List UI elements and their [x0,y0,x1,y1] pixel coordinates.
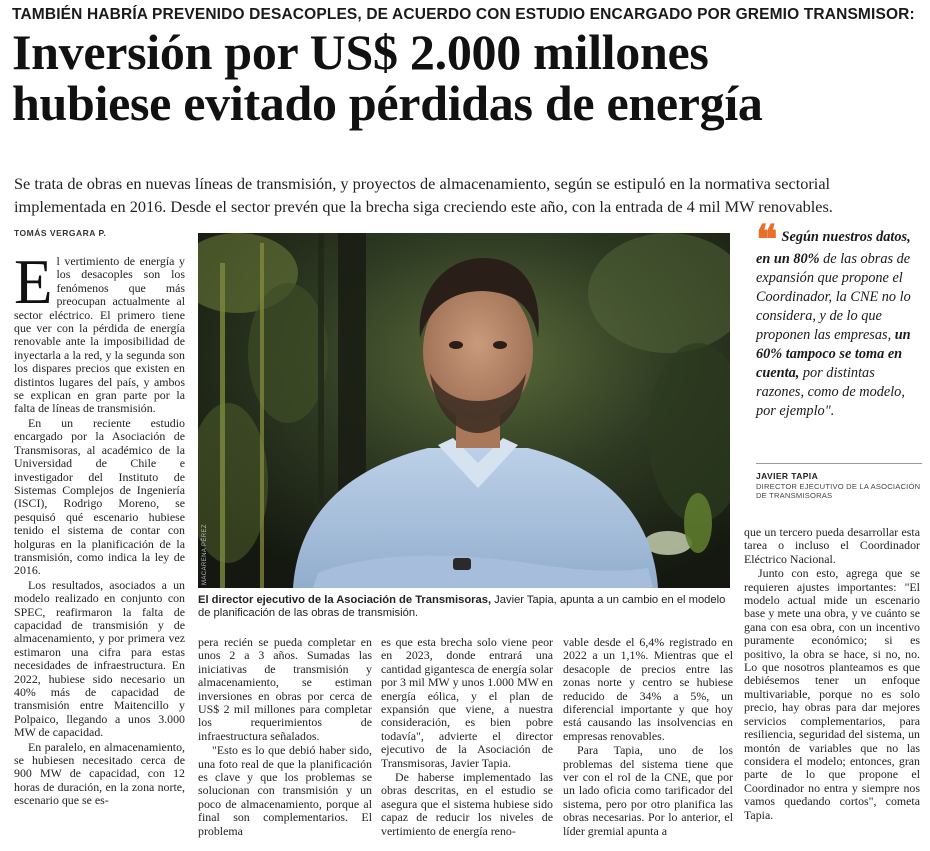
quote-text-1: de las obras de expansión que propone el Coordinador, la CNE no lo considera, y de lo que proponen las empresas, [756,251,911,343]
quote-divider [756,463,922,464]
paragraph: En paralelo, en almacenamiento, se hubiesen necesitado cerca de 900 MW de capacidad, con 12 horas de duración, en la zona norte, escenario que se es- [14,739,185,808]
quote-author-name: JAVIER TAPIA [756,471,819,481]
paragraph: pera recién se pueda completar en unos 2 a 3 años. Sumadas las iniciativas de transmisión y almacenamiento, se estiman inversiones en obras por cerca de US$ 2 mil millones para completar los requerimientos de infraestructura señalados. [198,636,372,743]
pull-quote [756,217,922,421]
quote-bold-1: Según nuestros datos, en un 80% [756,229,911,267]
body-column-2 [198,636,372,844]
paragraph: Para Tapia, uno de los problemas del sistema tiene que ver con el rol de la CNE, que por un lado oficia como tarificador del sistema, pero por otro planifica las obras necesarias. Por lo anterior, el líder gremial apunta a [563,743,733,838]
paragraph-text: l vertimiento de energía y los desacoples son los fenómenos que más preocupan actualmente al sector eléctrico. El primero tiene que ver con la pérdida de energía renovable ante la imposibilidad de inyectarla a la red, y la segunda son los dispares precios que existen en distintos lugares del país, y ambos se explican en gran parte por la falta de líneas de transmisión. [14,255,185,416]
paragraph: vable desde el 6,4% registrado en 2022 a un 1,1%. Mientras que el desacople de precios entre las zonas norte y centro se hubiese reducido de 34% a 5%, un diferencial importante y que hoy está causando las insolvencias en empresas renovables. [563,636,733,743]
headline-line-1: Inversión por US$ 2.000 millones [12,24,709,80]
paragraph: que un tercero pueda desarrollar esta tarea o incluso el Coordinador Eléctrico Nacional. [744,526,920,566]
quote-author-role: DIRECTOR EJECUTIVO DE LA ASOCIACIÓN DE TRANSMISORAS [756,482,921,500]
photo-credit: MACARENA PÉREZ [202,524,208,585]
caption-text: Javier Tapia, apunta a un cambio en el modelo de planificación de las obras de transmisión. [198,594,726,619]
paragraph: es que esta brecha solo viene peor en 2023, donde entrará una cantidad gigantesca de energía solar por 3 mil MW y unos 1.000 MW en energía eólica, y el plan de expansión que viene, a nuestra consideración, es bien pobre todavía", advierte el director ejecutivo de la Asociación de Transmisoras, Javier Tapia. [381,636,553,770]
drop-cap: E [14,255,53,317]
quote-mark-icon: ❝ [756,217,778,262]
kicker: TAMBIÉN HABRÍA PREVENIDO DESACOPLES, DE ACUERDO CON ESTUDIO ENCARGADO POR GREMIO TRANSMISOR: [12,6,915,23]
portrait-illustration [198,233,730,588]
body-column-5 [744,526,920,844]
caption-bold: El director ejecutivo de la Asociación de Transmisoras, [198,594,492,606]
quote-bold-2: un 60% tampoco se toma en cuenta, [756,327,911,381]
paragraph: Los resultados, asociados a un modelo realizado en conjunto con SPEC, reafirmaron la falta de capacidad de transmisión y de almacenamiento, y por primera vez estimaron una cifra para estas necesidades de infraestructura. En 2022, hubiese sido necesario un 40% más de capacidad de transmisión entre Maitencillo y Polpaico, llegando a unos 3.000 MW de capacidad. [14,577,185,740]
quote-text-2: por distintas razones, como de modelo, por ejemplo". [756,365,905,419]
paragraph: De haberse implementado las obras descritas, en el estudio se asegura que el sistema hubiese sido capaz de reducir los niveles de vertimiento de energía reno- [381,770,553,838]
headline [12,24,922,131]
byline: TOMÁS VERGARA P. [14,228,107,238]
dek: Se trata de obras en nuevas líneas de transmisión, y proyectos de almacenamiento, según se estipuló en la normativa sectorial implementada en 2016. Desde el sector prevén que la brecha siga creciendo este año, con la entrada de 4 mil MW renovables. [14,174,833,216]
body-column-4 [563,636,733,844]
body-column-1 [14,255,185,843]
portrait-photo [198,233,730,588]
body-column-3 [381,636,553,844]
paragraph [14,255,185,416]
headline-line-2: hubiese evitado pérdidas de energía [12,75,763,131]
photo-caption [198,594,730,620]
paragraph: En un reciente estudio encargado por la Asociación de Transmisoras, al académico de la Universidad de Chile e investigador del Instituto de Sistemas Complejos de Ingeniería (ISCI), Rodrigo Moreno, se pesquisó qué escenario hubiese tenido el sistema de contar con holguras en la planificación de la transmisión, como indica la ley de 2016. [14,415,185,578]
paragraph: Junto con esto, agrega que se requieren ajustes importantes: "El modelo actual mide un escenario base y mete una obra, y ve cuánto se gana con esa obra, con un incentivo puramente económico; si es positivo, la obra se hace, si no, no. Lo que nosotros planteamos es que debiésemos tener un enfoque multivariable, porque no es solo precio, hay obras para dar mejores servicios complementarios, para resiliencia, seguridad del sistema, un montón de variables que no las considera el modelo; entonces, gran parte de lo que propone el Coordinador no entra y siempre nos vamos quedando cortos", cometa Tapia. [744,566,920,822]
paragraph: "Esto es lo que debió haber sido, una foto real de que la planificación es clave y que los problemas se solucionan con transmisión y un poco de almacenamiento, porque al final son complementarios. El problema [198,743,372,838]
